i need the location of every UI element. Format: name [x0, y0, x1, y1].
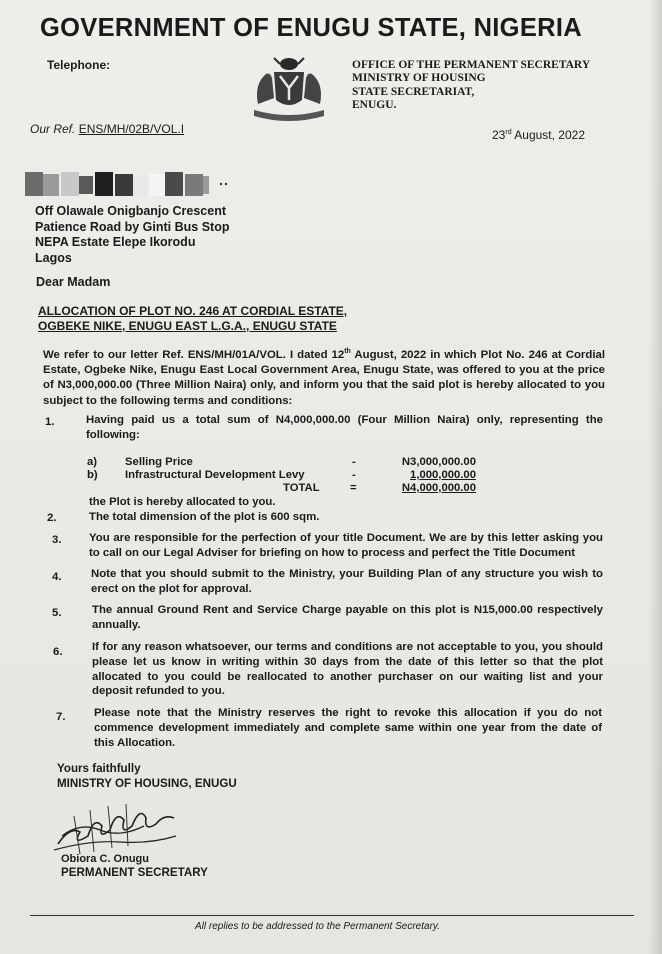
date-suffix: rd — [505, 129, 512, 136]
subject-line: ALLOCATION OF PLOT NO. 246 AT CORDIAL ESTATE, — [38, 304, 348, 318]
ref-value: ENS/MH/02B/VOL.I — [78, 122, 185, 136]
intro-superscript: th — [344, 348, 351, 355]
breakdown-amount: N3,000,000.00 — [401, 456, 476, 468]
item-text: You are responsible for the perfection of your title Document. We are by this letter asking you to call on our Legal Adviser for briefing on how to process and perfect the Title Document — [89, 532, 603, 559]
total-amount: N4,000,000.00 — [401, 482, 476, 494]
subject-heading — [38, 304, 347, 333]
intro-paragraph — [43, 344, 605, 409]
intro-text: We refer to our letter Ref. ENS/MH/01A/VOL. I dated 12 — [43, 348, 345, 361]
item-number: 4. — [52, 571, 62, 583]
our-ref — [30, 122, 184, 136]
footer-divider — [30, 915, 634, 916]
item-number: 7. — [56, 711, 66, 723]
allocation-statement: the Plot is hereby allocated to you. — [89, 496, 276, 508]
office-line: MINISTRY OF HOUSING — [352, 72, 486, 85]
intro-text: August, 2022 in which Plot No. 246 at Cordial Estate, Ogbeke Nike, Enugu East Local Government Area, Enugu State, was offered to you at the price of N3,000,000.00 (Three Million Naira) only, and inform you that the said plot is hereby allocated to you subject to the following terms and conditions: — [43, 348, 605, 407]
item-text: The total dimension of the plot is 600 sqm. — [89, 511, 320, 523]
coat-of-arms-crest — [244, 54, 334, 126]
breakdown-label: Infrastructural Development Levy — [125, 469, 305, 481]
redacted-recipient-name — [25, 168, 235, 198]
breakdown-letter: b) — [87, 469, 98, 481]
total-label: TOTAL — [283, 482, 320, 494]
address-line: Off Olawale Onigbanjo Crescent — [35, 204, 227, 218]
total-separator: = — [350, 482, 357, 494]
ministry-name: MINISTRY OF HOUSING, ENUGU — [57, 776, 237, 790]
address-line: Patience Road by Ginti Bus Stop — [35, 219, 230, 234]
breakdown-amount: 1,000,000.00 — [410, 469, 476, 481]
page-edge-shadow — [648, 0, 662, 954]
office-line: STATE SECRETARIAT, — [352, 85, 475, 98]
closing-block — [57, 762, 237, 791]
item-text: Please note that the Ministry reserves the right to revoke this allocation if you do not commence development immediately and complete same within one year from the date of this Allocation. — [94, 707, 602, 749]
item-number: 5. — [52, 607, 62, 619]
item-number: 1. — [45, 416, 55, 428]
item-text: If for any reason whatsoever, our terms and conditions are not acceptable to you, you should please let us know in writing within 30 days from the date of this letter so that the plot allocated to you could be reallocated to another purchaser on our waiting list and your deposit refunded to you. — [92, 641, 603, 698]
office-address — [352, 59, 590, 113]
signatory-title: PERMANENT SECRETARY — [61, 866, 208, 879]
subject-line: OGBEKE NIKE, ENUGU EAST L.G.A., ENUGU STATE — [38, 318, 337, 333]
breakdown-label: Selling Price — [125, 456, 193, 468]
breakdown-separator: - — [352, 456, 356, 468]
breakdown-separator: - — [352, 469, 356, 481]
item-number: 3. — [52, 534, 62, 546]
ref-label: Our Ref. — [30, 122, 76, 136]
recipient-address — [35, 204, 229, 267]
letter-date — [492, 128, 585, 142]
salutation: Dear Madam — [36, 275, 111, 289]
office-line: OFFICE OF THE PERMANENT SECRETARY — [352, 59, 591, 71]
signatory-name: Obiora C. Onugu — [61, 853, 149, 865]
item-number: 6. — [53, 646, 63, 658]
date-day: 23 — [492, 128, 506, 142]
address-line: Lagos — [35, 251, 72, 266]
breakdown-letter: a) — [87, 456, 98, 468]
address-line: NEPA Estate Elepe Ikorodu — [35, 235, 196, 250]
date-rest: August, 2022 — [511, 128, 585, 142]
item-number: 2. — [47, 512, 57, 524]
footer-note: All replies to be addressed to the Permanent Secretary. — [195, 921, 440, 932]
letterhead-title: GOVERNMENT OF ENUGU STATE, NIGERIA — [40, 14, 582, 42]
item-text: The annual Ground Rent and Service Charge payable on this plot is N15,000.00 respectively annually. — [92, 604, 603, 631]
yours-faithfully: Yours faithfully — [57, 762, 141, 775]
item-text: Having paid us a total sum of N4,000,000.00 (Four Million Naira) only, representing the following: — [86, 414, 603, 441]
telephone-label: Telephone: — [47, 58, 111, 72]
office-line: ENUGU. — [352, 99, 397, 112]
item-text: Note that you should submit to the Ministry, your Building Plan of any structure you wish to erect on the plot for approval. — [91, 568, 603, 595]
